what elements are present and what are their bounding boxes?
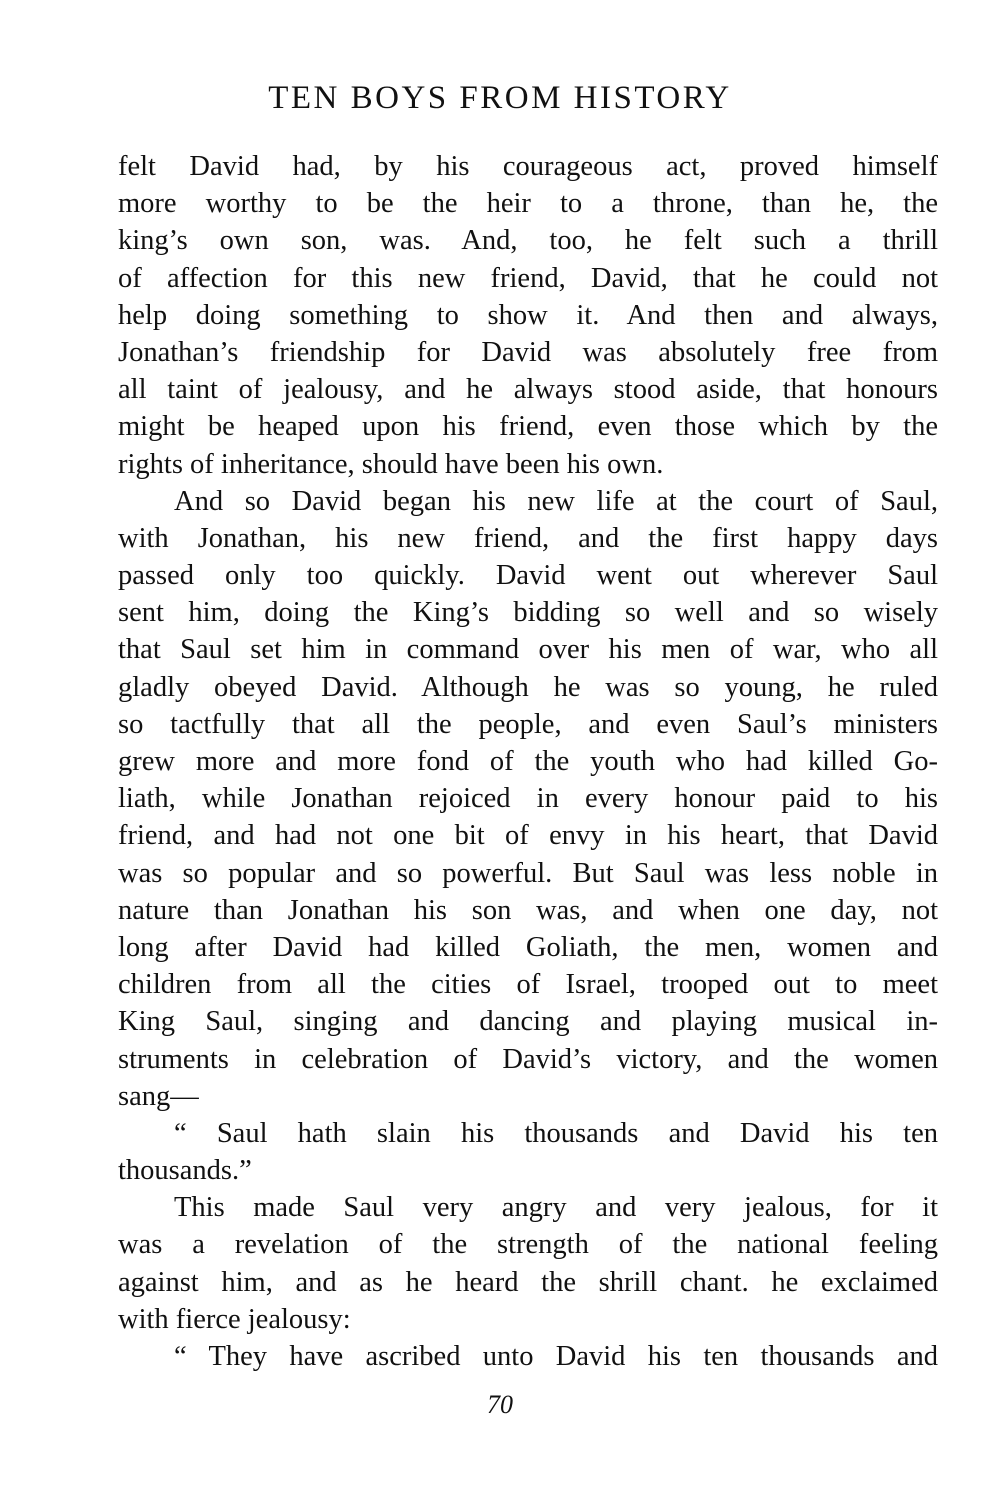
text-line: more worthy to be the heir to a throne, than he, the: [118, 188, 938, 220]
page-number: 70: [487, 1390, 513, 1419]
text-line: of affection for this new friend, David, that he could not: [118, 262, 938, 294]
text-line: This made Saul very angry and very jealous, for it: [174, 1192, 938, 1224]
running-head: TEN BOYS FROM HISTORY: [268, 80, 732, 116]
text-line: sent him, doing the King’s bidding so well and so wisely: [118, 597, 938, 629]
text-line: was so popular and so powerful. But Saul was less noble in: [118, 857, 938, 889]
text-line: all taint of jealousy, and he always stood aside, that honours: [118, 374, 938, 406]
text-line: thousands.”: [118, 1155, 252, 1187]
body-text: [118, 148, 938, 1375]
text-line: “ They have ascribed unto David his ten thousands and: [174, 1341, 938, 1372]
text-line: that Saul set him in command over his men of war, who all: [118, 634, 938, 666]
text-line: And so David began his new life at the court of Saul,: [174, 485, 938, 517]
text-line: long after David had killed Goliath, the men, women and: [118, 931, 938, 963]
text-line: with fierce jealousy:: [118, 1303, 351, 1335]
text-line: so tactfully that all the people, and even Saul’s ministers: [118, 708, 938, 740]
text-line: nature than Jonathan his son was, and when one day, not: [118, 894, 938, 926]
text-line: liath, while Jonathan rejoiced in every honour paid to his: [118, 783, 938, 815]
text-line: help doing something to show it. And then and always,: [118, 299, 938, 331]
text-line: passed only too quickly. David went out wherever Saul: [118, 560, 938, 592]
text-line: Jonathan’s friendship for David was absolutely free from: [118, 336, 938, 368]
text-line: king’s own son, was. And, too, he felt such a thrill: [118, 225, 938, 257]
text-line: gladly obeyed David. Although he was so young, he ruled: [118, 671, 938, 703]
text-line: was a revelation of the strength of the national feeling: [118, 1229, 938, 1261]
text-line: might be heaped upon his friend, even those which by the: [118, 411, 938, 443]
text-line: friend, and had not one bit of envy in his heart, that David: [118, 820, 938, 852]
text-line: children from all the cities of Israel, trooped out to meet: [118, 969, 938, 1001]
text-line: grew more and more fond of the youth who had killed Go-: [118, 746, 938, 777]
text-line: King Saul, singing and dancing and playing musical in-: [118, 1006, 938, 1038]
text-line: rights of inheritance, should have been his own.: [118, 448, 664, 480]
text-line: struments in celebration of David’s victory, and the women: [118, 1043, 938, 1075]
text-line: sang—: [118, 1080, 199, 1112]
text-line: with Jonathan, his new friend, and the first happy days: [118, 522, 938, 554]
text-line: “ Saul hath slain his thousands and David his ten: [174, 1117, 938, 1149]
text-line: felt David had, by his courageous act, proved himself: [118, 151, 938, 182]
text-line: against him, and as he heard the shrill chant. he exclaimed: [118, 1266, 938, 1298]
